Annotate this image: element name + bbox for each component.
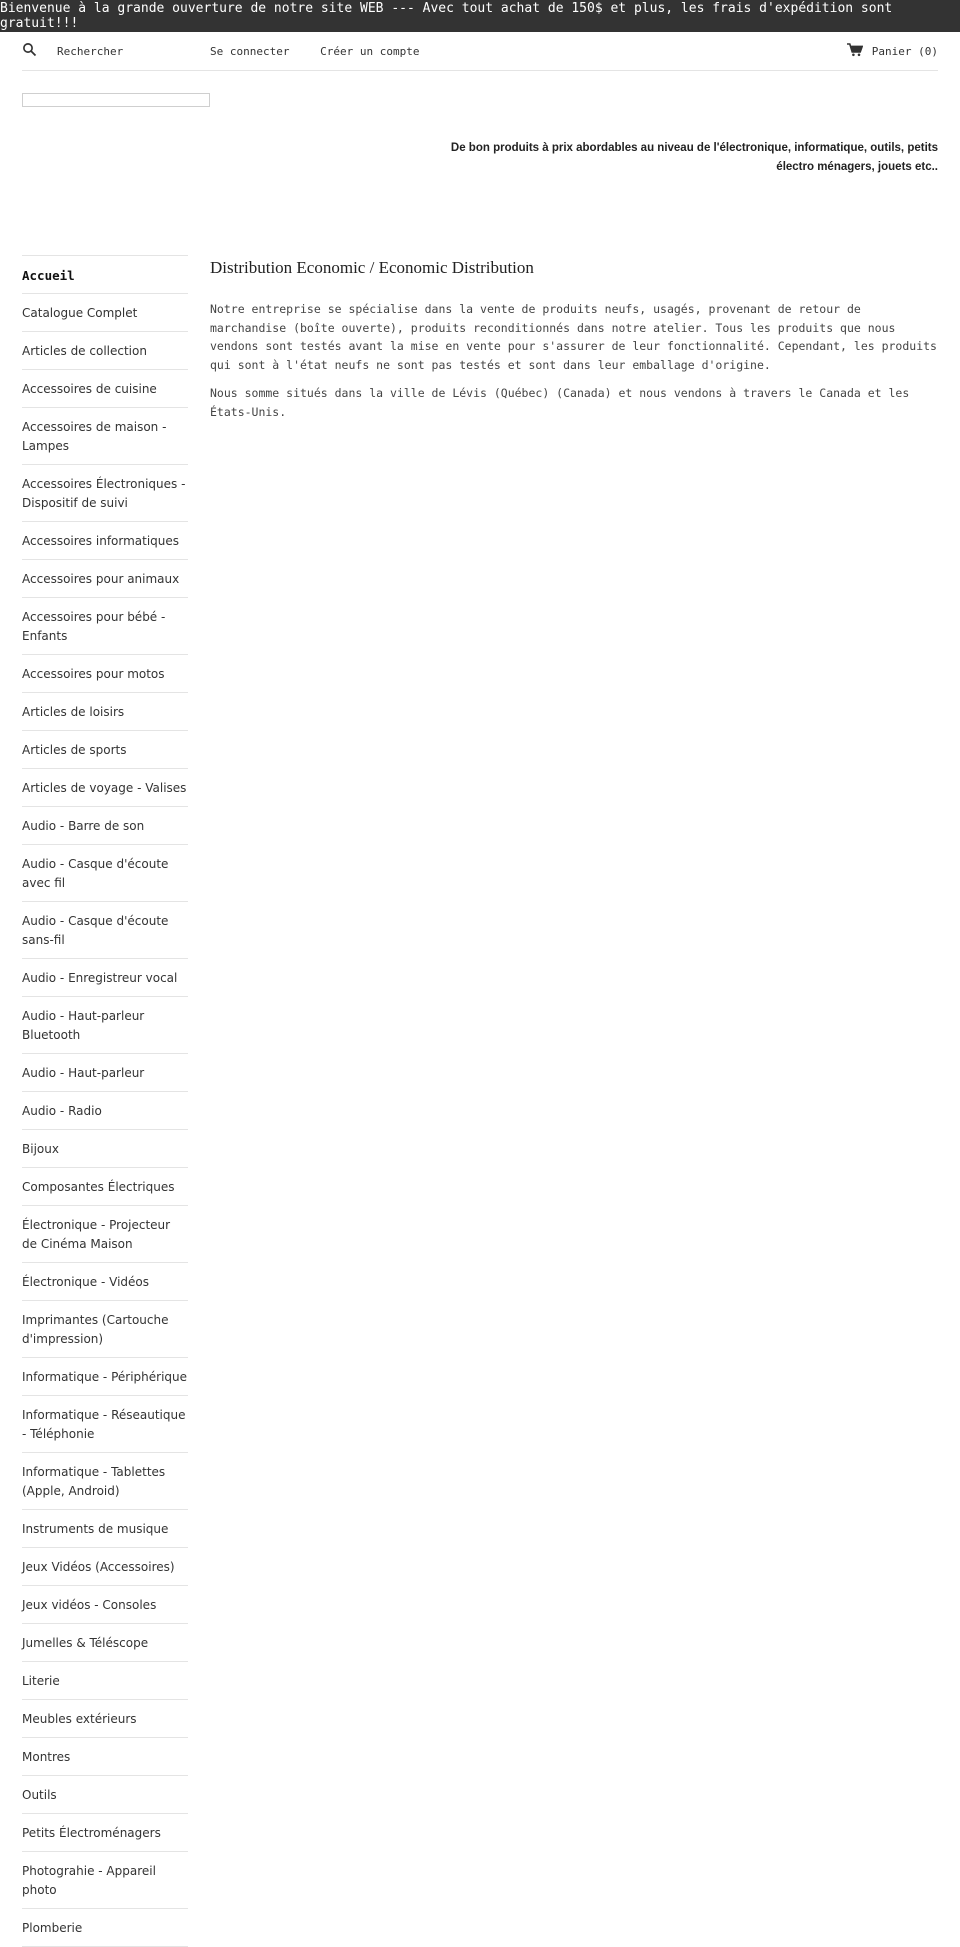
sidebar-item[interactable]: Articles de collection	[22, 332, 188, 370]
sidebar-item[interactable]: Accessoires de maison - Lampes	[22, 408, 188, 465]
sidebar-item[interactable]: Accessoires de cuisine	[22, 370, 188, 408]
sidebar-item[interactable]: Jeux Vidéos (Accessoires)	[22, 1548, 188, 1586]
sidebar-item[interactable]: Outils	[22, 1776, 188, 1814]
announcement-bar	[0, 0, 960, 32]
intro-paragraph: Notre entreprise se spécialise dans la vente de produits neufs, usagés, provenant de retour de marchandise (boîte ouverte), produits reconditionnés dans notre atelier. Tous les produits que nous vendons sont testés avant la mise en vente pour s'assurer de leur fonctionnalité. Cependant, les produits qui sont à l'état neufs ne sont pas testés et sont dans leur emballage d'origine.	[210, 302, 937, 372]
account-links	[210, 45, 443, 58]
sidebar-item[interactable]: Jeux vidéos - Consoles	[22, 1586, 188, 1624]
sidebar-item[interactable]: Literie	[22, 1662, 188, 1700]
sidebar-item[interactable]: Informatique - Périphérique	[22, 1358, 188, 1396]
register-link[interactable]: Créer un compte	[320, 44, 420, 58]
sidebar-item[interactable]: Audio - Enregistreur vocal	[22, 959, 188, 997]
logo[interactable]	[22, 93, 210, 107]
sidebar-item[interactable]: Accessoires Électroniques - Dispositif de suivi	[22, 465, 188, 522]
sidebar-item[interactable]: Audio - Haut-parleur	[22, 1054, 188, 1092]
search-form	[22, 42, 210, 60]
cart-icon	[847, 43, 872, 60]
search-input[interactable]	[57, 45, 197, 58]
sidebar-item[interactable]: Articles de loisirs	[22, 693, 188, 731]
sidebar-item[interactable]: Bijoux	[22, 1130, 188, 1168]
sidebar-item[interactable]: Audio - Casque d'écoute avec fil	[22, 845, 188, 902]
cart-label: Panier (0)	[871, 44, 938, 58]
sidebar-item[interactable]: Accessoires pour bébé - Enfants	[22, 598, 188, 655]
sidebar-item[interactable]: Accessoires informatiques	[22, 522, 188, 560]
top-bar	[22, 32, 938, 71]
sidebar-item[interactable]: Composantes Électriques	[22, 1168, 188, 1206]
sidebar-item[interactable]: Meubles extérieurs	[22, 1700, 188, 1738]
sidebar-item[interactable]: Accessoires pour animaux	[22, 560, 188, 598]
sidebar-item[interactable]: Audio - Casque d'écoute sans-fil	[22, 902, 188, 959]
sidebar-item[interactable]: Articles de sports	[22, 731, 188, 769]
sidebar-item[interactable]: Instruments de musique	[22, 1510, 188, 1548]
cart-link[interactable]	[847, 43, 938, 60]
sidebar-item[interactable]: Audio - Haut-parleur Bluetooth	[22, 997, 188, 1054]
location-paragraph: Nous somme situés dans la ville de Lévis (Québec) (Canada) et nous vendons à travers le Canada et les États-Unis.	[210, 386, 910, 419]
announcement-text: Bienvenue à la grande ouverture de notre site WEB --- Avec tout achat de 150$ et plus, les frais d'expédition sont gratuit!!!	[0, 1, 893, 31]
sidebar-item[interactable]: Photograhie - Appareil photo	[22, 1852, 188, 1909]
sidebar-item[interactable]: Plomberie	[22, 1909, 188, 1947]
sidebar-nav	[22, 255, 188, 1947]
sidebar-item[interactable]: Catalogue Complet	[22, 294, 188, 332]
sidebar-item[interactable]: Informatique - Réseautique - Téléphonie	[22, 1396, 188, 1453]
sidebar-item[interactable]: Électronique - Projecteur de Cinéma Maison	[22, 1206, 188, 1263]
main-content	[210, 258, 938, 431]
sidebar-item[interactable]: Audio - Radio	[22, 1092, 188, 1130]
sidebar-item[interactable]: Articles de voyage - Valises	[22, 769, 188, 807]
page-title: Distribution Economic / Economic Distribution	[210, 258, 534, 277]
sidebar-item[interactable]: Petits Électroménagers	[22, 1814, 188, 1852]
sidebar-item[interactable]: Informatique - Tablettes (Apple, Android)	[22, 1453, 188, 1510]
sidebar-item[interactable]: Électronique - Vidéos	[22, 1263, 188, 1301]
sidebar-item[interactable]: Audio - Barre de son	[22, 807, 188, 845]
search-icon[interactable]	[22, 42, 57, 60]
sidebar-item[interactable]: Montres	[22, 1738, 188, 1776]
sidebar-item[interactable]: Accessoires pour motos	[22, 655, 188, 693]
sidebar-item-accueil[interactable]: Accueil	[22, 256, 188, 294]
login-link[interactable]: Se connecter	[210, 44, 290, 58]
tagline: De bon produits à prix abordables au niveau de l'électronique, informatique, outils, petits électro ménagers, jouets etc..	[450, 142, 938, 173]
sidebar-item[interactable]: Imprimantes (Cartouche d'impression)	[22, 1301, 188, 1358]
sidebar-item[interactable]: Jumelles & Téléscope	[22, 1624, 188, 1662]
